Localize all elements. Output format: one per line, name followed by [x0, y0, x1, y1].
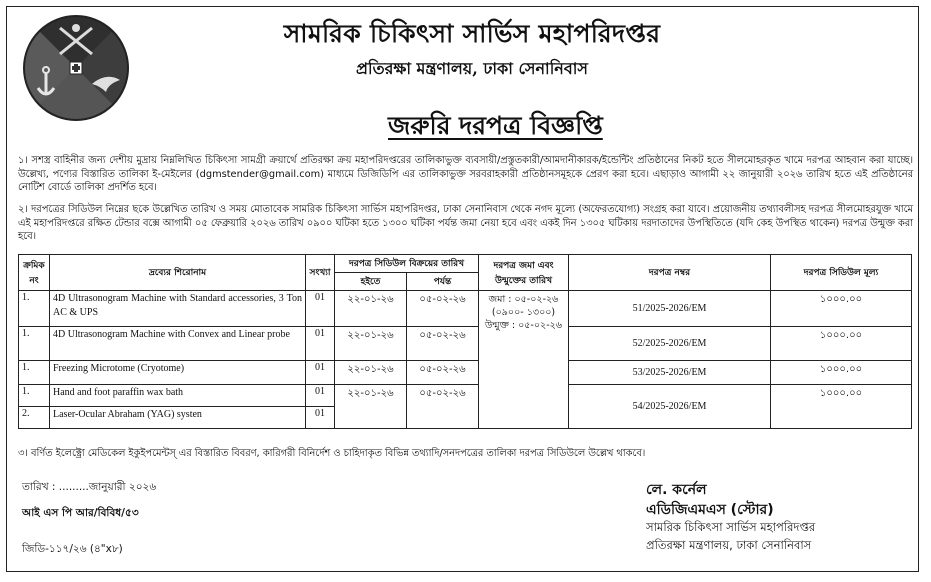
signatory-title: এডিজিএমএস (স্টোর) [646, 502, 774, 518]
header-to: পর্যন্ত [407, 273, 479, 291]
header-from: হইতে [335, 273, 407, 291]
cell-fee: ১০০০.০০ [771, 327, 912, 361]
cell-item: 4D Ultrasonogram Machine with Convex and Linear probe [50, 327, 306, 361]
table-header-row [19, 255, 912, 273]
cell-item: Hand and foot paraffin wax bath [50, 385, 306, 407]
cell-item: Laser-Ocular Abraham (YAG) systen [50, 407, 306, 429]
tender-table [18, 254, 912, 429]
signatory-rank: লে. কর্নেল [646, 482, 707, 498]
cell-submit-date: জমা : ০৫-০২-২৬ (০৯০০- ১৩০০) উন্মুক্ত : ০৫-০২-২৬ [479, 291, 569, 429]
cell-from: ২২-০১-২৬ [335, 361, 407, 385]
notice-title: জরুরি দরপত্র বিজ্ঞপ্তি [388, 111, 603, 140]
org-name: সামরিক চিকিৎসা সার্ভিস মহাপরিদপ্তর [283, 19, 661, 48]
dgms-emblem-logo [22, 14, 130, 122]
reference-number: আই এস পি আর/বিবিধ/৫৩ [22, 507, 139, 519]
cell-fee: ১০০০.০০ [771, 385, 912, 429]
date-line: তারিখ : .........জানুয়ারী ২০২৬ [22, 481, 157, 493]
table-row [19, 291, 912, 327]
cell-qty: 01 [306, 385, 335, 407]
signatory-ministry: প্রতিরক্ষা মন্ত্রণালয়, ঢাকা সেনানিবাস [646, 538, 812, 552]
ad-code: জিডি-১১৭/২৬ (৪"x৮) [22, 543, 123, 555]
cell-tender-no: 53/2025-2026/EM [569, 361, 771, 385]
table-row [19, 327, 912, 361]
paragraph-1: ১। সশস্ত্র বাহিনীর জন্য দেশীয় মুদ্রায় নিম্নলিখিত চিকিৎসা সামগ্রী ক্রয়ার্থে প্রতিরক্ষা ক্রয় মহাপরিদপ্তরের তালিকাভুক্ত ব্যবসায়ী/প্রস্তুতকারী/আমদানীকারক/ইন্ডেন্টিং প্রতিষ্ঠানের নিকট হতে সীলমোহরকৃত খামে দরপত্র আহবান করা যাচ্ছে। উল্লেখ্য, পণ্যের বিস্তারিত তালিকা ই-মেইলের (dgmstender@gmail.com) মাধ্যমে ডিজিডিপি এর তালিকাভুক্ত সরবরাহকারী প্রতিষ্ঠানসমূহকে প্রেরণ করা হবে। এছাড়াও আগামী ২২ জানুয়ারী ২০২৬ তারিখ হতে এই প্রতিষ্ঠানের নোটিশ বোর্ডে তালিকা প্রদর্শিত হবে। [18, 155, 914, 194]
cell-fee: ১০০০.০০ [771, 361, 912, 385]
cell-qty: 01 [306, 407, 335, 429]
cell-serial: 1. [19, 291, 50, 327]
cell-tender-no: 52/2025-2026/EM [569, 327, 771, 361]
cell-qty: 01 [306, 327, 335, 361]
cell-fee: ১০০০.০০ [771, 291, 912, 327]
cell-qty: 01 [306, 361, 335, 385]
cell-serial: 1. [19, 361, 50, 385]
org-subtitle: প্রতিরক্ষা মন্ত্রণালয়, ঢাকা সেনানিবাস [356, 59, 588, 78]
header-tender-no: দরপত্র নম্বর [569, 255, 771, 291]
header-schedule: দরপত্র সিডিউল বিক্রয়ের তারিখ [335, 255, 479, 273]
cell-qty: 01 [306, 291, 335, 327]
header-fee: দরপত্র সিডিউল মূল্য [771, 255, 912, 291]
cell-to: ০৫-০২-২৬ [407, 385, 479, 429]
signatory-org: সামরিক চিকিৎসা সার্ভিস মহাপরিদপ্তর [646, 520, 816, 534]
table-row [19, 361, 912, 385]
header-qty: সংখ্যা [306, 255, 335, 291]
cell-tender-no: 54/2025-2026/EM [569, 385, 771, 429]
paragraph-2: ২। দরপত্রের সিডিউল নিম্নের ছকে উল্লেখিত তারিখ ও সময় মোতাবেক সামরিক চিকিৎসা সার্ভিস মহাপরিদপ্তর, ঢাকা সেনানিবাস থেকে নগদ মূল্যে (অফেরতযোগ্য) সংগ্রহ করা যাবে। প্রয়োজনীয় তথ্যাবলীসহ দরপত্র সীলমোহরযুক্ত খামে এই মহাপরিদপ্তরে রক্ষিত টেন্ডার বক্সে আগামী ০৫ ফেব্রুয়ারি ২০২৬ তারিখ ০৯০০ ঘটিকা হতে ১৩০০ ঘটিকা পর্যন্ত জমা নেয়া হবে এবং একই দিন ১৩০৫ ঘটিকায় দরদাতাদের উপস্থিতিতে (যদি কেহ উপস্থিত থাকেন) দরপত্র উন্মুক্ত করা হবে। [18, 204, 913, 243]
header-item: দ্রব্যের শিরোনাম [50, 255, 306, 291]
cell-from: ২২-০১-২৬ [335, 327, 407, 361]
paragraph-3: ৩। বর্ণিত ইলেক্ট্রো মেডিকেল ইকুইপমেন্টস্ এর বিস্তারিত বিবরণ, কারিগরী বিনির্দেশ ও চাহিদাকৃত বিভিন্ন তথ্যাদি/সনদপত্রের তালিকা দরপত্র সিডিউলে উল্লেখ থাকবে। [18, 448, 646, 459]
cell-from: ২২-০১-২৬ [335, 385, 407, 429]
cell-item: Freezing Microtome (Cryotome) [50, 361, 306, 385]
cell-to: ০৫-০২-২৬ [407, 291, 479, 327]
cell-to: ০৫-০২-২৬ [407, 327, 479, 361]
cell-serial: 1. [19, 385, 50, 407]
cell-tender-no: 51/2025-2026/EM [569, 291, 771, 327]
table-row [19, 385, 912, 407]
cell-from: ২২-০১-২৬ [335, 291, 407, 327]
cell-serial: 2. [19, 407, 50, 429]
header-submit: দরপত্র জমা এবং উন্মুক্তের তারিখ [479, 255, 569, 291]
header-serial: ক্রমিক নং [19, 255, 50, 291]
cell-serial: 1. [19, 327, 50, 361]
cell-item: 4D Ultrasonogram Machine with Standard accessories, 3 Ton AC & UPS [50, 291, 306, 327]
cell-to: ০৫-০২-২৬ [407, 361, 479, 385]
